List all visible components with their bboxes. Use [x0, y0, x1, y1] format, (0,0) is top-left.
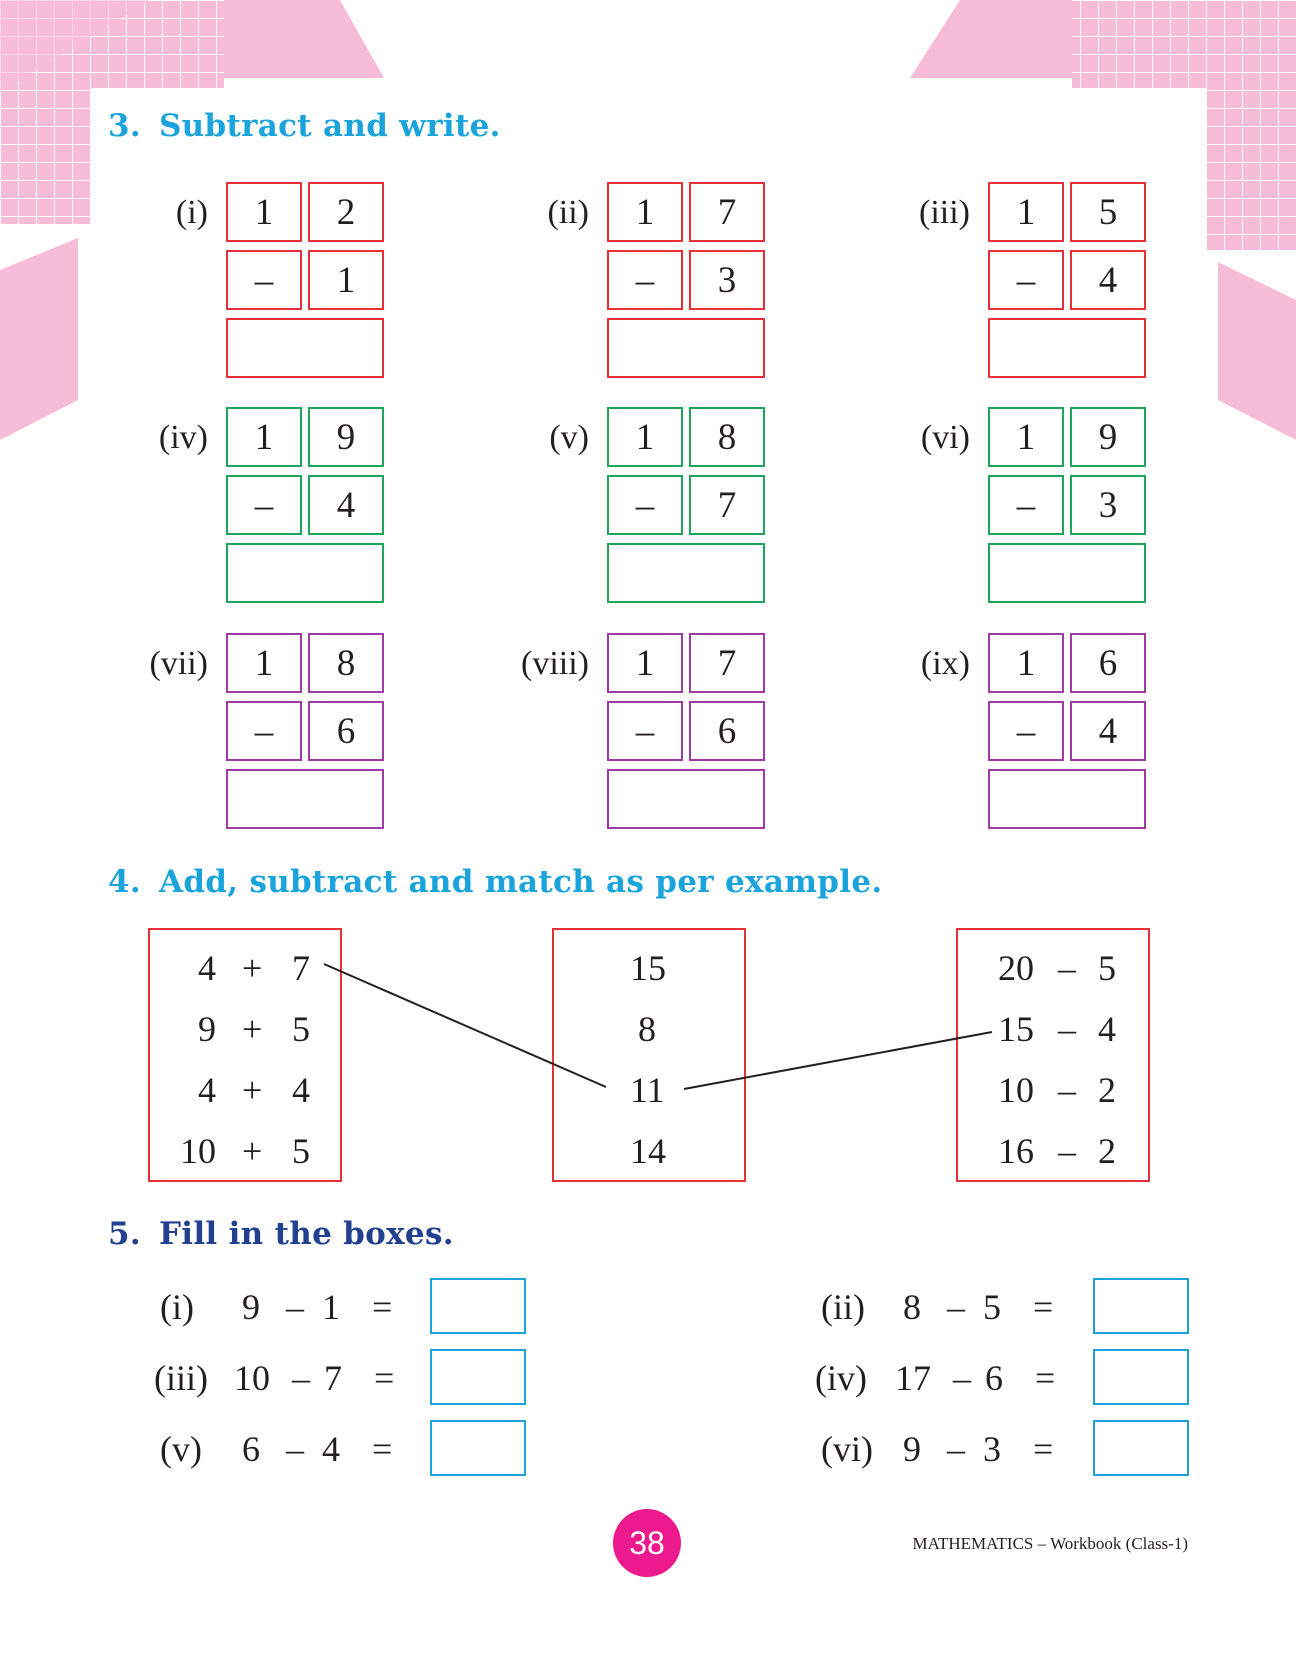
problem-label: (iii) [919, 194, 970, 231]
fill-minus: – [947, 1287, 965, 1327]
answer-box[interactable] [226, 543, 384, 603]
ones-digit-box: 7 [689, 182, 765, 242]
fill-answer-box[interactable] [430, 1420, 526, 1476]
subtrahend-box: 6 [308, 701, 384, 761]
subtrahend-box: 1 [308, 250, 384, 310]
match-middle-column: 15 8 11 14 [552, 928, 746, 1182]
fill-operand-a: 17 [895, 1358, 931, 1398]
q4-title: Add, subtract and match as per example. [158, 864, 883, 900]
fill-operand-a: 8 [903, 1287, 921, 1327]
fill-operand-a: 9 [242, 1287, 260, 1327]
ones-digit-box: 9 [1070, 407, 1146, 467]
minus-sign-box: – [988, 250, 1064, 310]
problem-label: (vii) [149, 645, 208, 682]
match-right-column: 20 – 5 15 – 4 10 – 2 16 – 2 [956, 928, 1150, 1182]
subtrahend-box: 4 [308, 475, 384, 535]
minus-sign-box: – [607, 701, 683, 761]
fill-label: (ii) [821, 1287, 865, 1327]
minus-sign-box: – [607, 250, 683, 310]
fill-equals: = [372, 1429, 393, 1469]
q5-number: 5. [108, 1216, 141, 1252]
fill-label: (iv) [815, 1358, 867, 1398]
fill-equals: = [1033, 1287, 1054, 1327]
q3-title: Subtract and write. [158, 108, 501, 144]
answer-box[interactable] [988, 769, 1146, 829]
fill-label: (vi) [821, 1429, 873, 1469]
answer-box[interactable] [226, 769, 384, 829]
book-title-footer: MATHEMATICS – Workbook (Class-1) [912, 1534, 1188, 1553]
ones-digit-box: 7 [689, 633, 765, 693]
fill-operand-a: 10 [234, 1358, 270, 1398]
answer-box[interactable] [226, 318, 384, 378]
fill-operand-b: 6 [985, 1358, 1003, 1398]
minus-sign-box: – [988, 475, 1064, 535]
tens-digit-box: 1 [988, 182, 1064, 242]
problem-label: (viii) [521, 645, 589, 682]
subtrahend-box: 4 [1070, 250, 1146, 310]
fill-operand-b: 4 [322, 1429, 340, 1469]
fill-minus: – [286, 1429, 304, 1469]
fill-equals: = [1033, 1429, 1054, 1469]
tens-digit-box: 1 [607, 182, 683, 242]
tens-digit-box: 1 [226, 182, 302, 242]
ones-digit-box: 2 [308, 182, 384, 242]
subtrahend-box: 7 [689, 475, 765, 535]
fill-operand-a: 6 [242, 1429, 260, 1469]
problem-label: (vi) [920, 419, 970, 456]
minus-sign-box: – [226, 250, 302, 310]
problem-label: (iv) [158, 419, 208, 456]
fill-label: (i) [160, 1287, 194, 1327]
fill-operand-b: 5 [983, 1287, 1001, 1327]
tens-digit-box: 1 [607, 407, 683, 467]
fill-answer-box[interactable] [1093, 1420, 1189, 1476]
fill-equals: = [372, 1287, 393, 1327]
ones-digit-box: 8 [689, 407, 765, 467]
answer-box[interactable] [607, 543, 765, 603]
answer-box[interactable] [988, 543, 1146, 603]
subtrahend-box: 6 [689, 701, 765, 761]
ones-digit-box: 9 [308, 407, 384, 467]
subtrahend-box: 4 [1070, 701, 1146, 761]
answer-box[interactable] [988, 318, 1146, 378]
subtrahend-box: 3 [689, 250, 765, 310]
tens-digit-box: 1 [226, 407, 302, 467]
fill-operand-b: 1 [322, 1287, 340, 1327]
q4-heading [108, 864, 882, 900]
problem-label: (ix) [920, 645, 970, 682]
fill-answer-box[interactable] [1093, 1349, 1189, 1405]
problem-label: (i) [175, 194, 208, 231]
problem-label: (ii) [547, 194, 589, 231]
fill-equals: = [374, 1358, 395, 1398]
minus-sign-box: – [607, 475, 683, 535]
fill-label: (iii) [154, 1358, 208, 1398]
q3-heading [108, 108, 501, 144]
problem-label: (v) [549, 419, 589, 456]
subtrahend-box: 3 [1070, 475, 1146, 535]
minus-sign-box: – [226, 475, 302, 535]
fill-answer-box[interactable] [1093, 1278, 1189, 1334]
q4-number: 4. [108, 864, 141, 900]
minus-sign-box: – [226, 701, 302, 761]
fill-operand-a: 9 [903, 1429, 921, 1469]
fill-minus: – [947, 1429, 965, 1469]
ones-digit-box: 8 [308, 633, 384, 693]
tens-digit-box: 1 [226, 633, 302, 693]
fill-operand-b: 7 [324, 1358, 342, 1398]
fill-label: (v) [160, 1429, 202, 1469]
q3-number: 3. [108, 108, 141, 144]
tens-digit-box: 1 [607, 633, 683, 693]
q5-title: Fill in the boxes. [158, 1216, 454, 1252]
fill-answer-box[interactable] [430, 1349, 526, 1405]
fill-operand-b: 3 [983, 1429, 1001, 1469]
tens-digit-box: 1 [988, 633, 1064, 693]
tens-digit-box: 1 [988, 407, 1064, 467]
answer-box[interactable] [607, 769, 765, 829]
fill-minus: – [292, 1358, 310, 1398]
minus-sign-box: – [988, 701, 1064, 761]
fill-answer-box[interactable] [430, 1278, 526, 1334]
ones-digit-box: 6 [1070, 633, 1146, 693]
fill-equals: = [1035, 1358, 1056, 1398]
fill-minus: – [953, 1358, 971, 1398]
fill-minus: – [286, 1287, 304, 1327]
page-number-badge: 38 [613, 1509, 681, 1577]
ones-digit-box: 5 [1070, 182, 1146, 242]
answer-box[interactable] [607, 318, 765, 378]
q5-heading [108, 1216, 454, 1252]
match-left-column: 4 + 7 9 + 5 4 + 4 10 + 5 [148, 928, 342, 1182]
